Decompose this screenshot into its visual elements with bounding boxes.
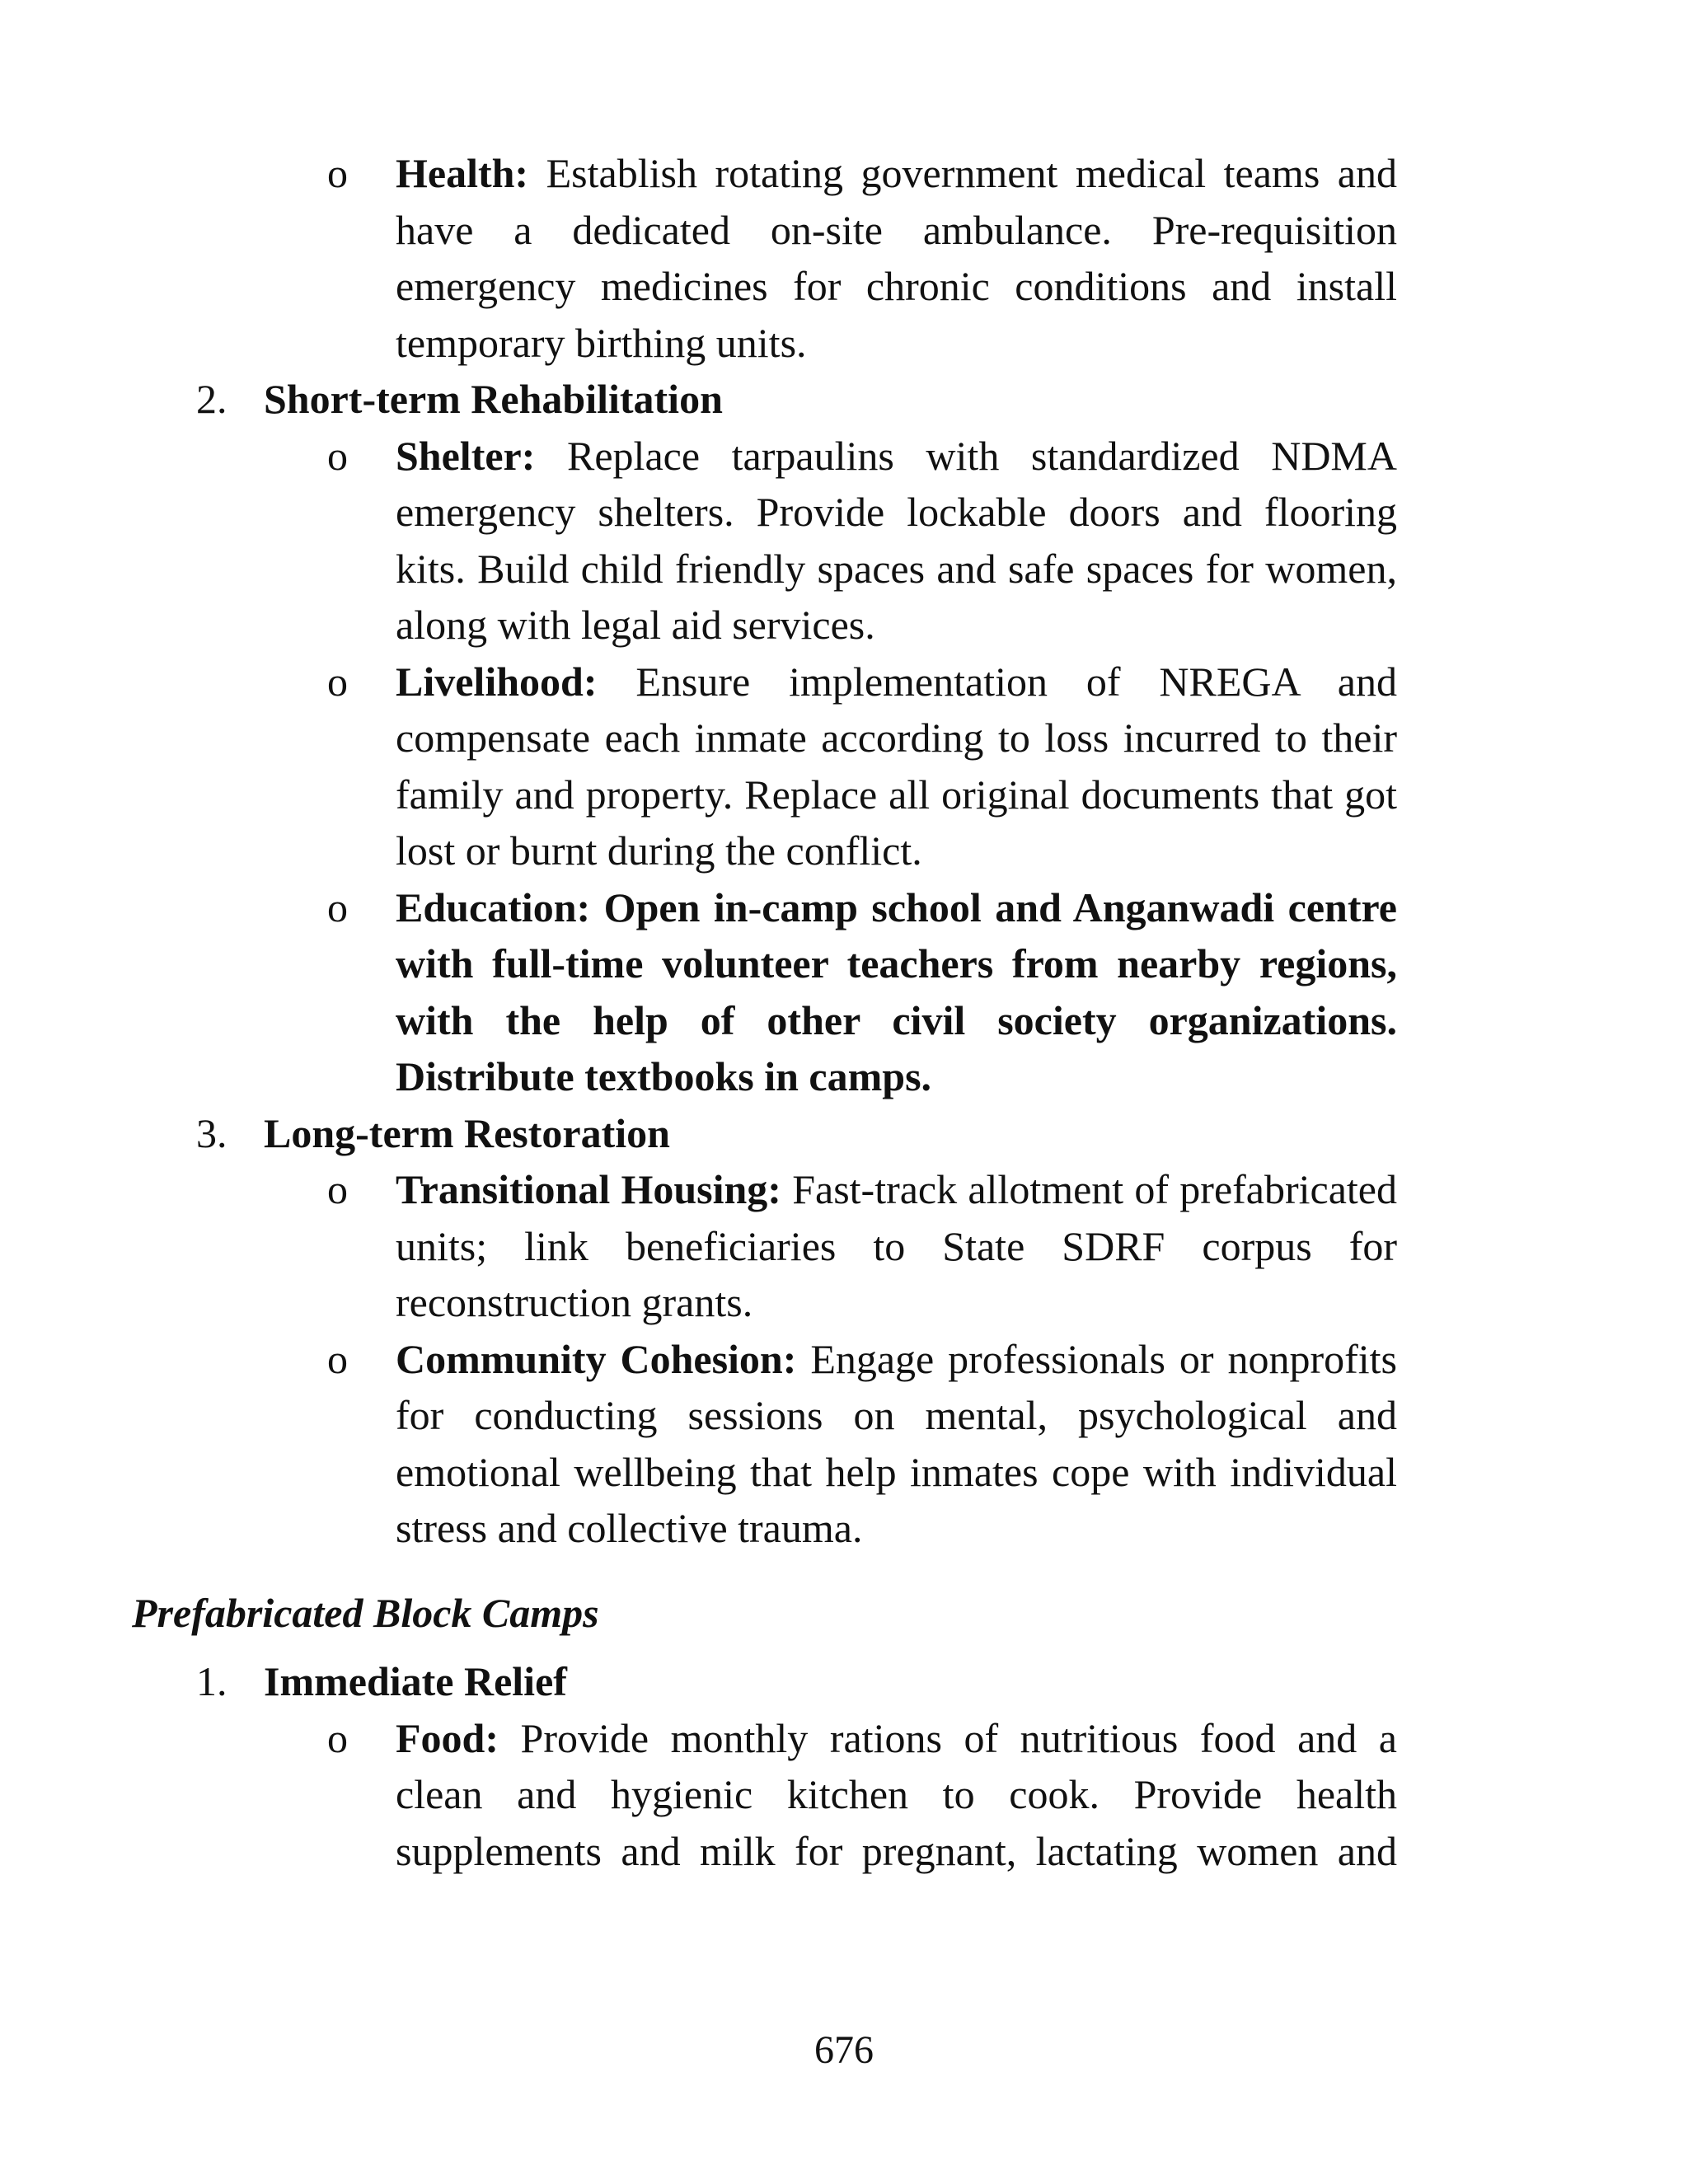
item-number: 2. xyxy=(196,376,227,422)
item-title: Short-term Rehabilitation xyxy=(264,376,723,422)
bullet-text: Ensure implementation of NREGA and compensate each inmate according to loss incurred to their family and property. Replace all original documents that got lost or burnt during the conflict. xyxy=(396,658,1397,874)
bullet-marker: o xyxy=(327,883,348,930)
bullet-marker: o xyxy=(327,150,348,196)
bullet-text: Establish rotating government medical teams and have a dedicated on-site ambulance. Pre-requisition emergency medicines for chronic conditions and install temporary birthing units. xyxy=(396,150,1397,366)
bullet-text: Replace tarpaulins with standardized NDMA emergency shelters. Provide lockable doors and flooring kits. Build child friendly spaces and safe spaces for women, along with legal aid services. xyxy=(396,432,1397,648)
bullet-text: Engage professionals or nonprofits for conducting sessions on mental, psychological and emotional wellbeing that help inmates cope with individual stress and collective trauma. xyxy=(396,1335,1398,1551)
bullet-health xyxy=(132,145,1397,371)
bullet-food xyxy=(132,1710,1397,1880)
bullet-text: Open in-camp school and Anganwadi centre with full-time volunteer teachers from nearby regions, with the help of other civil society organizations. Distribute textbooks in camps. xyxy=(396,883,1397,1099)
bullet-education xyxy=(132,879,1397,1105)
bullet-marker: o xyxy=(327,1335,348,1382)
bullet-label: Shelter: xyxy=(396,432,536,479)
bullet-label: Community Cohesion: xyxy=(396,1335,797,1382)
bullet-marker: o xyxy=(327,1714,348,1761)
bullet-shelter xyxy=(132,428,1397,654)
bullet-label: Livelihood: xyxy=(396,658,598,705)
page-content xyxy=(132,145,1397,1879)
section-heading-prefabricated-block-camps: Prefabricated Block Camps xyxy=(132,1589,599,1636)
bullet-community-cohesion xyxy=(132,1331,1397,1557)
bullet-marker: o xyxy=(327,432,348,479)
bullet-transitional-housing xyxy=(132,1161,1397,1331)
bullet-label: Education: xyxy=(396,883,591,930)
numbered-item-long-term-restoration xyxy=(132,1105,1397,1162)
bullet-text: Fast-track allotment of prefabricated units; link beneficiaries to State SDRF corpus for reconstruction grants. xyxy=(396,1166,1397,1325)
item-title: Long-term Restoration xyxy=(264,1109,670,1156)
bullet-livelihood xyxy=(132,654,1397,879)
page-number: 676 xyxy=(814,2028,874,2072)
item-number: 3. xyxy=(196,1109,227,1156)
bullet-text: Provide monthly rations of nutritious food and a clean and hygienic kitchen to cook. Provide health supplements and milk for pregnant, lactating women and xyxy=(396,1714,1397,1874)
numbered-item-short-term-rehabilitation xyxy=(132,371,1397,428)
numbered-item-immediate-relief xyxy=(132,1653,1397,1710)
bullet-marker: o xyxy=(327,658,348,705)
item-number: 1. xyxy=(196,1658,227,1704)
bullet-label: Transitional Housing: xyxy=(396,1166,781,1212)
item-title: Immediate Relief xyxy=(264,1658,567,1704)
bullet-marker: o xyxy=(327,1166,348,1212)
bullet-label: Health: xyxy=(396,150,529,196)
bullet-label: Food: xyxy=(396,1714,499,1761)
